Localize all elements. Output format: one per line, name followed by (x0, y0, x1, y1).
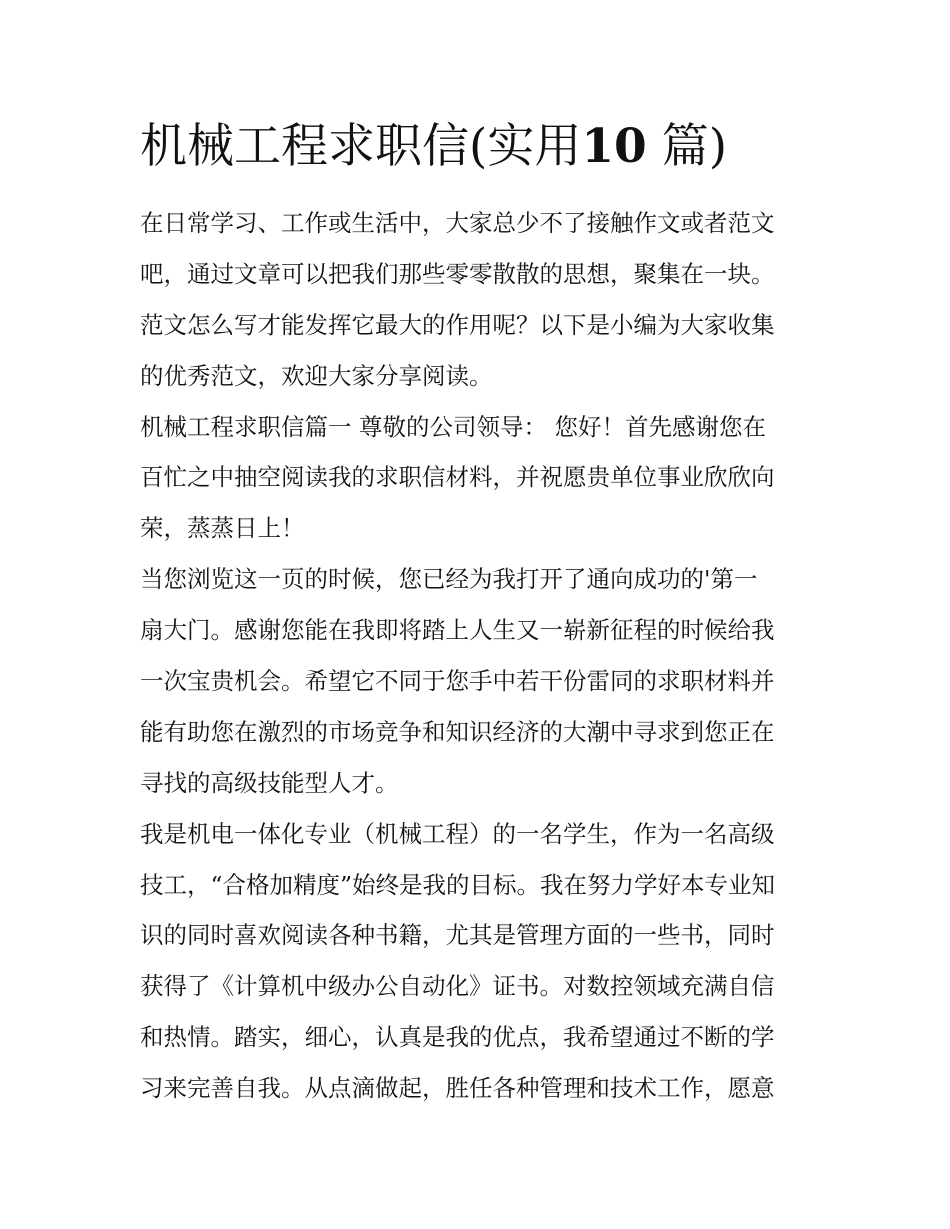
title-prefix: 机械工程求职信(实用 (140, 119, 582, 174)
body-line: 技工，“合格加精度”始终是我的目标。我在努力学好本专业知 (140, 870, 776, 899)
body-line: 在日常学习、工作或生活中，大家总少不了接触作文或者范文 (140, 209, 775, 237)
body-line: 寻找的高级技能型人才。 (140, 768, 399, 797)
body-line: 的优秀范文，欢迎大家分享阅读。 (140, 361, 493, 390)
body-line: 机械工程求职信篇一 尊敬的公司领导： 您好！首先感谢您在 (140, 412, 766, 441)
body-line: 习来完善自我。从点滴做起，胜任各种管理和技术工作，愿意 (140, 1074, 775, 1103)
body-line: 荣，蒸蒸日上！ (140, 514, 305, 543)
body-line: 当您浏览这一页的时候，您已经为我打开了通向成功的'第一 (140, 565, 758, 594)
body-line: 和热情。踏实，细心，认真是我的优点，我希望通过不断的学 (140, 1023, 775, 1052)
body-line: 识的同时喜欢阅读各种书籍，尤其是管理方面的一些书，同时 (140, 921, 775, 950)
body-line: 百忙之中抽空阅读我的求职信材料，并祝愿贵单位事业欣欣向 (140, 463, 775, 492)
body-line: 获得了《计算机中级办公自动化》证书。对数控领域充满自信 (140, 972, 775, 1001)
body-line: 范文怎么写才能发挥它最大的作用呢？以下是小编为大家收集 (140, 310, 775, 339)
body-line: 一次宝贵机会。希望它不同于您手中若干份雷同的求职材料并 (140, 667, 775, 696)
page-title (140, 112, 727, 182)
body-line: 吧，通过文章可以把我们那些零零散散的思想，聚集在一块。 (140, 259, 775, 288)
body-line: 我是机电一体化专业（机械工程）的一名学生，作为一名高级 (140, 819, 775, 848)
body-line: 能有助您在激烈的市场竞争和知识经济的大潮中寻求到您正在 (140, 717, 775, 746)
document-body (140, 198, 820, 1114)
title-suffix: 篇) (661, 119, 728, 174)
title-number: 10 (581, 119, 647, 174)
body-line: 扇大门。感谢您能在我即将踏上人生又一崭新征程的时候给我 (140, 616, 775, 645)
